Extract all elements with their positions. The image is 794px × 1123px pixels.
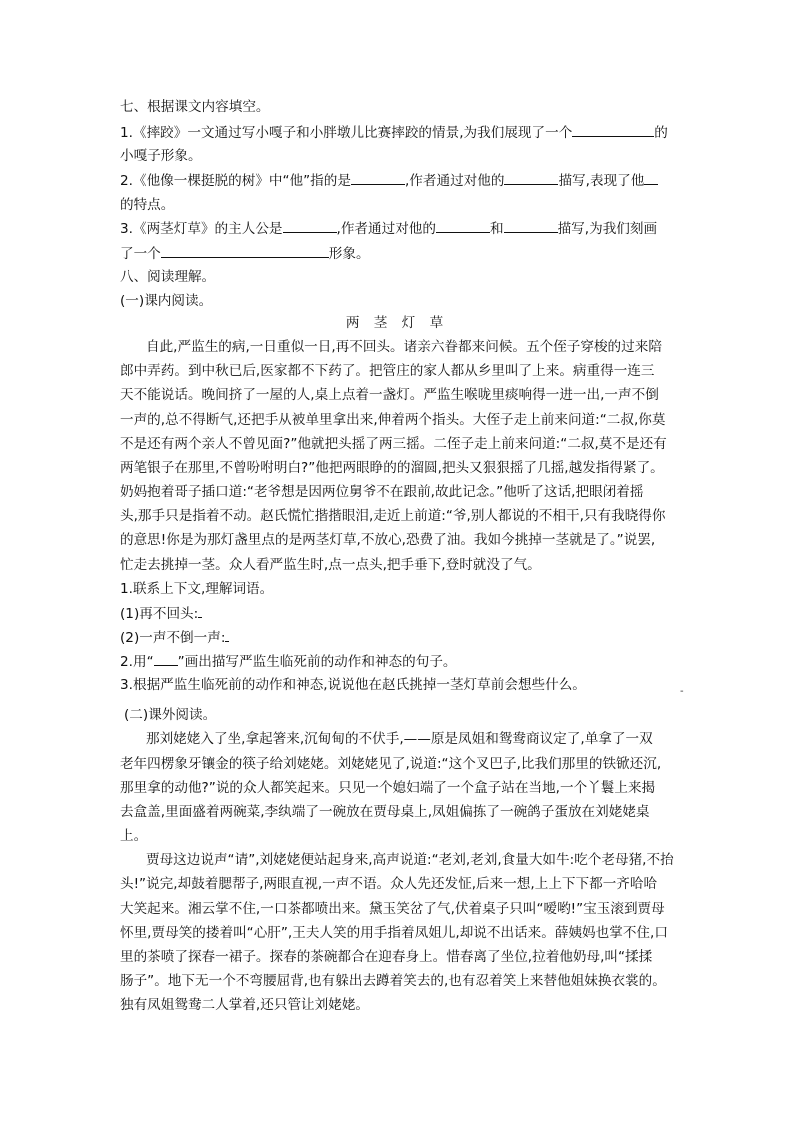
passage-1-line: 奶妈抱着哥子插口道:“老爷想是因两位舅爷不在跟前,故此记念。”他听了这话,把眼闭着摇 [120,484,644,500]
passage-1-line: 的意思!你是为那灯盏里点的是两茎灯草,不放心,恐费了油。我如今挑掉一茎就是了。”说罢, [120,532,656,548]
answer-blank[interactable] [644,170,658,185]
passage-2-line: 老年四楞象牙镶金的筷子给刘姥姥。刘姥姥见了,说道:“这个叉巴子,比我们那里的铁锨还沉, [120,756,662,772]
reading-question-1: 1.联系上下文,理解词语。 [120,581,274,597]
passage-2-line: 那刘姥姥入了坐,拿起箸来,沉甸甸的不伏手,——原是凤姐和鸳鸯商议定了,单拿了一双 [146,731,653,747]
passage-2-line: 头!”说完,却鼓着腮帮子,两眼直视,一声不语。众人先还发怔,后来一想,上上下下都一齐哈哈 [120,876,658,892]
part-2-label: (二)课外阅读。 [124,707,217,723]
question-3-line-2 [120,243,370,263]
passage-1-line: 自此,严监生的病,一日重似一日,再不回头。诸亲六眷都来问候。五个侄子穿梭的过来陪 [146,339,662,355]
answer-blank[interactable] [504,218,558,233]
passage-1-line: 头,那手只是指着不动。赵氏慌忙揩揩眼泪,走近上前道:“爷,别人都说的不相干,只有我晓得你 [120,508,666,524]
passage-1-line: 不是还有两个亲人不曾见面?”他就把头摇了两三摇。二侄子走上前来问道:“二叔,莫不是还有 [120,436,667,452]
answer-blank[interactable] [572,122,654,137]
passage-2-line: 去盒盖,里面盛着两碗菜,李纨端了一碗放在贾母桌上,凤姐偏拣了一碗鸽子蛋放在刘姥姥桌 [120,804,650,820]
question-3-text: 3.《两茎灯草》的主人公是 [120,221,283,237]
answer-blank[interactable] [504,170,558,185]
stray-mark: - [680,686,684,697]
answer-blank[interactable] [198,603,202,618]
question-2-text-mid2: 描写,表现了他 [558,173,645,189]
reading-question-2 [120,651,457,671]
question-3-text-and: 和 [490,221,504,237]
question-2-text: 2.《他像一棵挺脱的树》中“他”指的是 [120,173,351,189]
answer-blank[interactable] [161,243,329,258]
passage-2-line: 大笑起来。湘云掌不住,一口茶都喷出来。黛玉笑岔了气,伏着桌子只叫“嗳哟!”宝玉滚到贾母 [120,901,665,917]
question-3-text-mid: ,作者通过对他的 [336,221,436,237]
underline-sample [154,651,178,666]
question-3-text-line2: 了一个 [120,246,161,262]
question-1-line-2: 小嘎子形象。 [120,148,202,164]
passage-1-line: 天不能说话。晚间挤了一屋的人,桌上点着一盏灯。严监生喉咙里痰响得一进一出,一声不倒 [120,387,659,403]
question-3-text-end: 描写,为我们刻画 [557,221,658,237]
question-2-text-mid: ,作者通过对他的 [404,173,505,189]
passage-2-line: 贾母这边说声“请”,刘姥姥便站起身来,高声说道:“老刘,老刘,食量大如牛:吃个老母猪,不抬 [146,852,674,868]
answer-blank[interactable] [225,627,229,642]
passage-1-line: 一声的,总不得断气,还把手从被单里拿出来,伸着两个指头。大侄子走上前来问道:“二叔,你莫 [120,412,666,428]
passage-2-line: 上。 [120,828,148,844]
question-1-text-end: 的 [654,125,668,141]
reading-question-2-text-end: ”画出描写严监生临死前的动作和神态的句子。 [177,654,457,670]
question-2-line-2: 的特点。 [120,197,175,213]
answer-blank[interactable] [351,170,405,185]
answer-blank[interactable] [283,218,337,233]
part-1-label: (一)课内阅读。 [120,293,213,309]
passage-2-line: 怀里,贾母笑的搂着叫“心肝”,王夫人笑的用手指着凤姐儿,却说不出话来。薛姨妈也掌不住,口 [120,925,668,941]
passage-1-line: 两笔银子在那里,不曾吩咐明白?”他把两眼睁的的溜圆,把头又狠狠摇了几摇,越发指得紧了。 [120,460,664,476]
question-3-text-line2-end: 形象。 [328,246,370,262]
reading-question-2-text: 2.用“ [120,654,154,670]
passage-1-line: 郎中弄药。到中秋已后,医家都不下药了。把管庄的家人都从乡里叫了上来。病重得一连三 [120,363,655,379]
question-1-text: 1.《摔跤》一文通过写小嘎子和小胖墩儿比赛摔跤的情景,为我们展现了一个 [120,125,573,141]
reading-question-1-2-text: (2)一声不倒一声: [120,630,226,646]
passage-2-line: 肠子”。地下无一个不弯腰屈背,也有躲出去蹲着笑去的,也有忍着笑上来替他姐妹换衣裳的。 [120,973,666,989]
answer-blank[interactable] [436,218,490,233]
passage-1-title: 两 茎 灯 草 [345,315,449,331]
question-2-line-1 [120,170,658,190]
reading-question-1-2 [120,627,229,647]
section-7-heading: 七、根据课文内容填空。 [120,99,270,115]
reading-question-1-1-text: (1)再不回头: [120,606,199,622]
passage-2-line: 那里拿的动他?”说的众人都笑起来。只见一个媳妇端了一个盒子站在当地,一个丫鬟上来揭 [120,780,656,796]
question-1-line-1 [120,122,668,142]
reading-question-1-1 [120,603,202,623]
passage-2-line: 里的茶喷了探春一裙子。探春的茶碗都合在迎春身上。惜春离了坐位,拉着他奶母,叫“揉揉 [120,949,653,965]
section-8-heading: 八、阅读理解。 [120,269,216,285]
reading-question-3: 3.根据严监生临死前的动作和神态,说说他在赵氏挑掉一茎灯草前会想些什么。 [120,677,586,693]
passage-1-line: 忙走去挑掉一茎。众人看严监生时,点一点头,把手垂下,登时就没了气。 [120,557,541,573]
passage-2-line: 独有凤姐鸳鸯二人掌着,还只管让刘姥姥。 [120,997,370,1013]
question-3-line-1 [120,218,657,238]
